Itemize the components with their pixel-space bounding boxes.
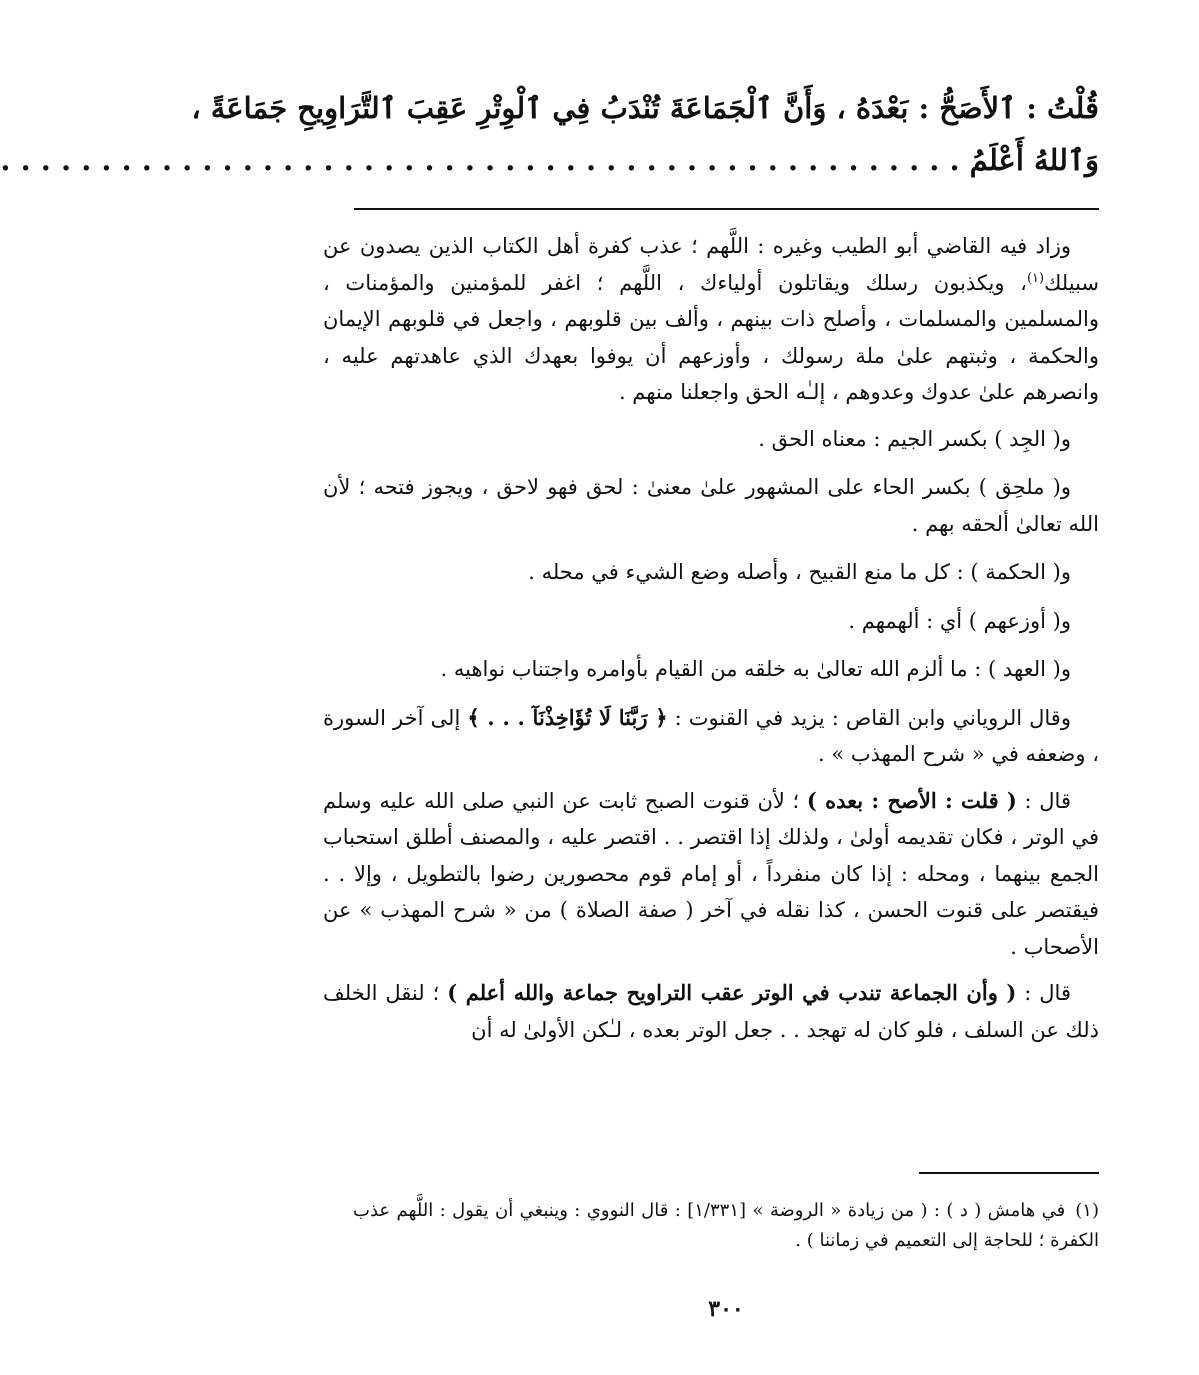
- paragraph-text: وقال الروياني وابن القاص : يزيد في القنوت :: [674, 705, 1071, 730]
- commentary-paragraph-al-hikma: و( الحكمة ) : كل ما منع القبيح ، وأصله وضع الشيء في محله .: [528, 560, 1071, 584]
- quoted-matn: ( وأن الجماعة تندب في الوتر عقب التراويح جماعة والله أعلم ): [447, 980, 1017, 1005]
- paragraph-lead: قال :: [1024, 981, 1071, 1005]
- matn-text: [0, 82, 1099, 186]
- commentary-paragraph-awziahum: و( أوزعهم ) أي : ألهمهم .: [848, 608, 1071, 633]
- quoted-matn: ( قلت : الأصح : بعده ): [806, 787, 1017, 813]
- commentary-paragraph-al-ahd: و( العهد ) : ما ألزم الله تعالىٰ به خلقه من القيام بأوامره واجتناب نواهيه .: [440, 657, 1071, 681]
- commentary-paragraph-jamaa: [323, 975, 1099, 1048]
- footnote-number: (١): [1075, 1200, 1099, 1221]
- quran-verse: ﴿ رَبَّنَا لَا تُؤَاخِذْنَآ . . . ﴾: [467, 704, 668, 730]
- page-number: ٣٠٠: [708, 1296, 744, 1322]
- paragraph-text: ، ويكذبون رسلك ويقاتلون أولياءك ، اللَّهم ؛ اغفر للمؤمنين والمؤمنات ، والمسلمين والمسلمات ، وأصلح ذات بينهم ، وألف بين قلوبهم ، واجعل في قلوبهم الإيمان والحكمة ، وثبتهم علىٰ ملة رسولك ، وأوزعهم أن يوفوا بعهدك الذي عاهدتهم عليه ، وانصرهم علىٰ عدوك وعدوهم ، إلـٰه الحق واجعلنا منهم .: [323, 270, 1099, 404]
- commentary-paragraph-mulhiq: و( ملحِق ) بكسر الحاء على المشهور علىٰ معنىٰ : لحق فهو لاحق ، ويجوز فتحه ؛ لأن الله تعالىٰ ألحقه بهم .: [323, 475, 1099, 536]
- matn-line-1: قُلْتُ : ٱلأَصَحُّ : بَعْدَهُ ، وَأَنَّ ٱلْجَمَاعَةَ تُنْدَبُ فِي ٱلْوِتْرِ عَقِبَ ٱلتَّرَاوِيحِ جَمَاعَةً ،: [191, 91, 1099, 125]
- commentary-paragraph-qunut-after: [323, 783, 1099, 966]
- commentary-paragraph-qunut-addition: [323, 228, 1099, 411]
- matn-line-2: وَٱللهُ أَعْلَمُ . . . . . . . . . . . . . . . . . . . . . . . . . . . . . . . . . . . . . . . . . . . . . . . .: [0, 143, 1099, 177]
- paragraph-lead: قال :: [1024, 788, 1071, 813]
- commentary-paragraph-ruyani: [323, 700, 1099, 773]
- paragraph-text: ؛ لنقل الخلف ذلك عن السلف ، فلو كان له تهجد . . جعل الوتر بعده ، لـٰكن الأولىٰ له أن: [323, 981, 1099, 1042]
- footnote: [353, 1196, 1099, 1256]
- footnote-text: في هامش ( د ) : ( من زيادة « الروضة » [١/٣٣١] : قال النووي : وينبغي أن يقول : اللَّهم عذب الكفرة ؛ للحاجة إلى التعميم في زماننا ) .: [353, 1200, 1099, 1251]
- commentary-body: [323, 228, 1099, 1058]
- footnote-reference: (١): [1026, 270, 1045, 286]
- paragraph-text: إلى آخر السورة ، وضعفه في « شرح المهذب » .: [323, 705, 1099, 766]
- footnote-separator: [919, 1172, 1099, 1174]
- paragraph-text: ؛ لأن قنوت الصبح ثابت عن النبي صلى الله عليه وسلم في الوتر ، فكان تقديمه أولىٰ ، ولذلك إذا اقتصر . . اقتصر عليه ، والمصنف أطلق استحباب الجمع بينهما ، ومحله : إذا كان منفرداً ، أو إمام قوم محصورين رضوا بالتطويل ، وإلا . . فيقتصر على قنوت الحسن ، كذا نقله في آخر ( صفة الصلاة ) من « شرح المهذب » عن الأصحاب .: [323, 788, 1099, 959]
- commentary-paragraph-al-jidd: و( الجِد ) بكسر الجيم : معناه الحق .: [758, 426, 1071, 451]
- matn-separator: [354, 208, 1099, 210]
- paragraph-text: وزاد فيه القاضي أبو الطيب وغيره : اللَّهم ؛ عذب كفرة أهل الكتاب الذين يصدون عن سبيلك: [323, 234, 1099, 295]
